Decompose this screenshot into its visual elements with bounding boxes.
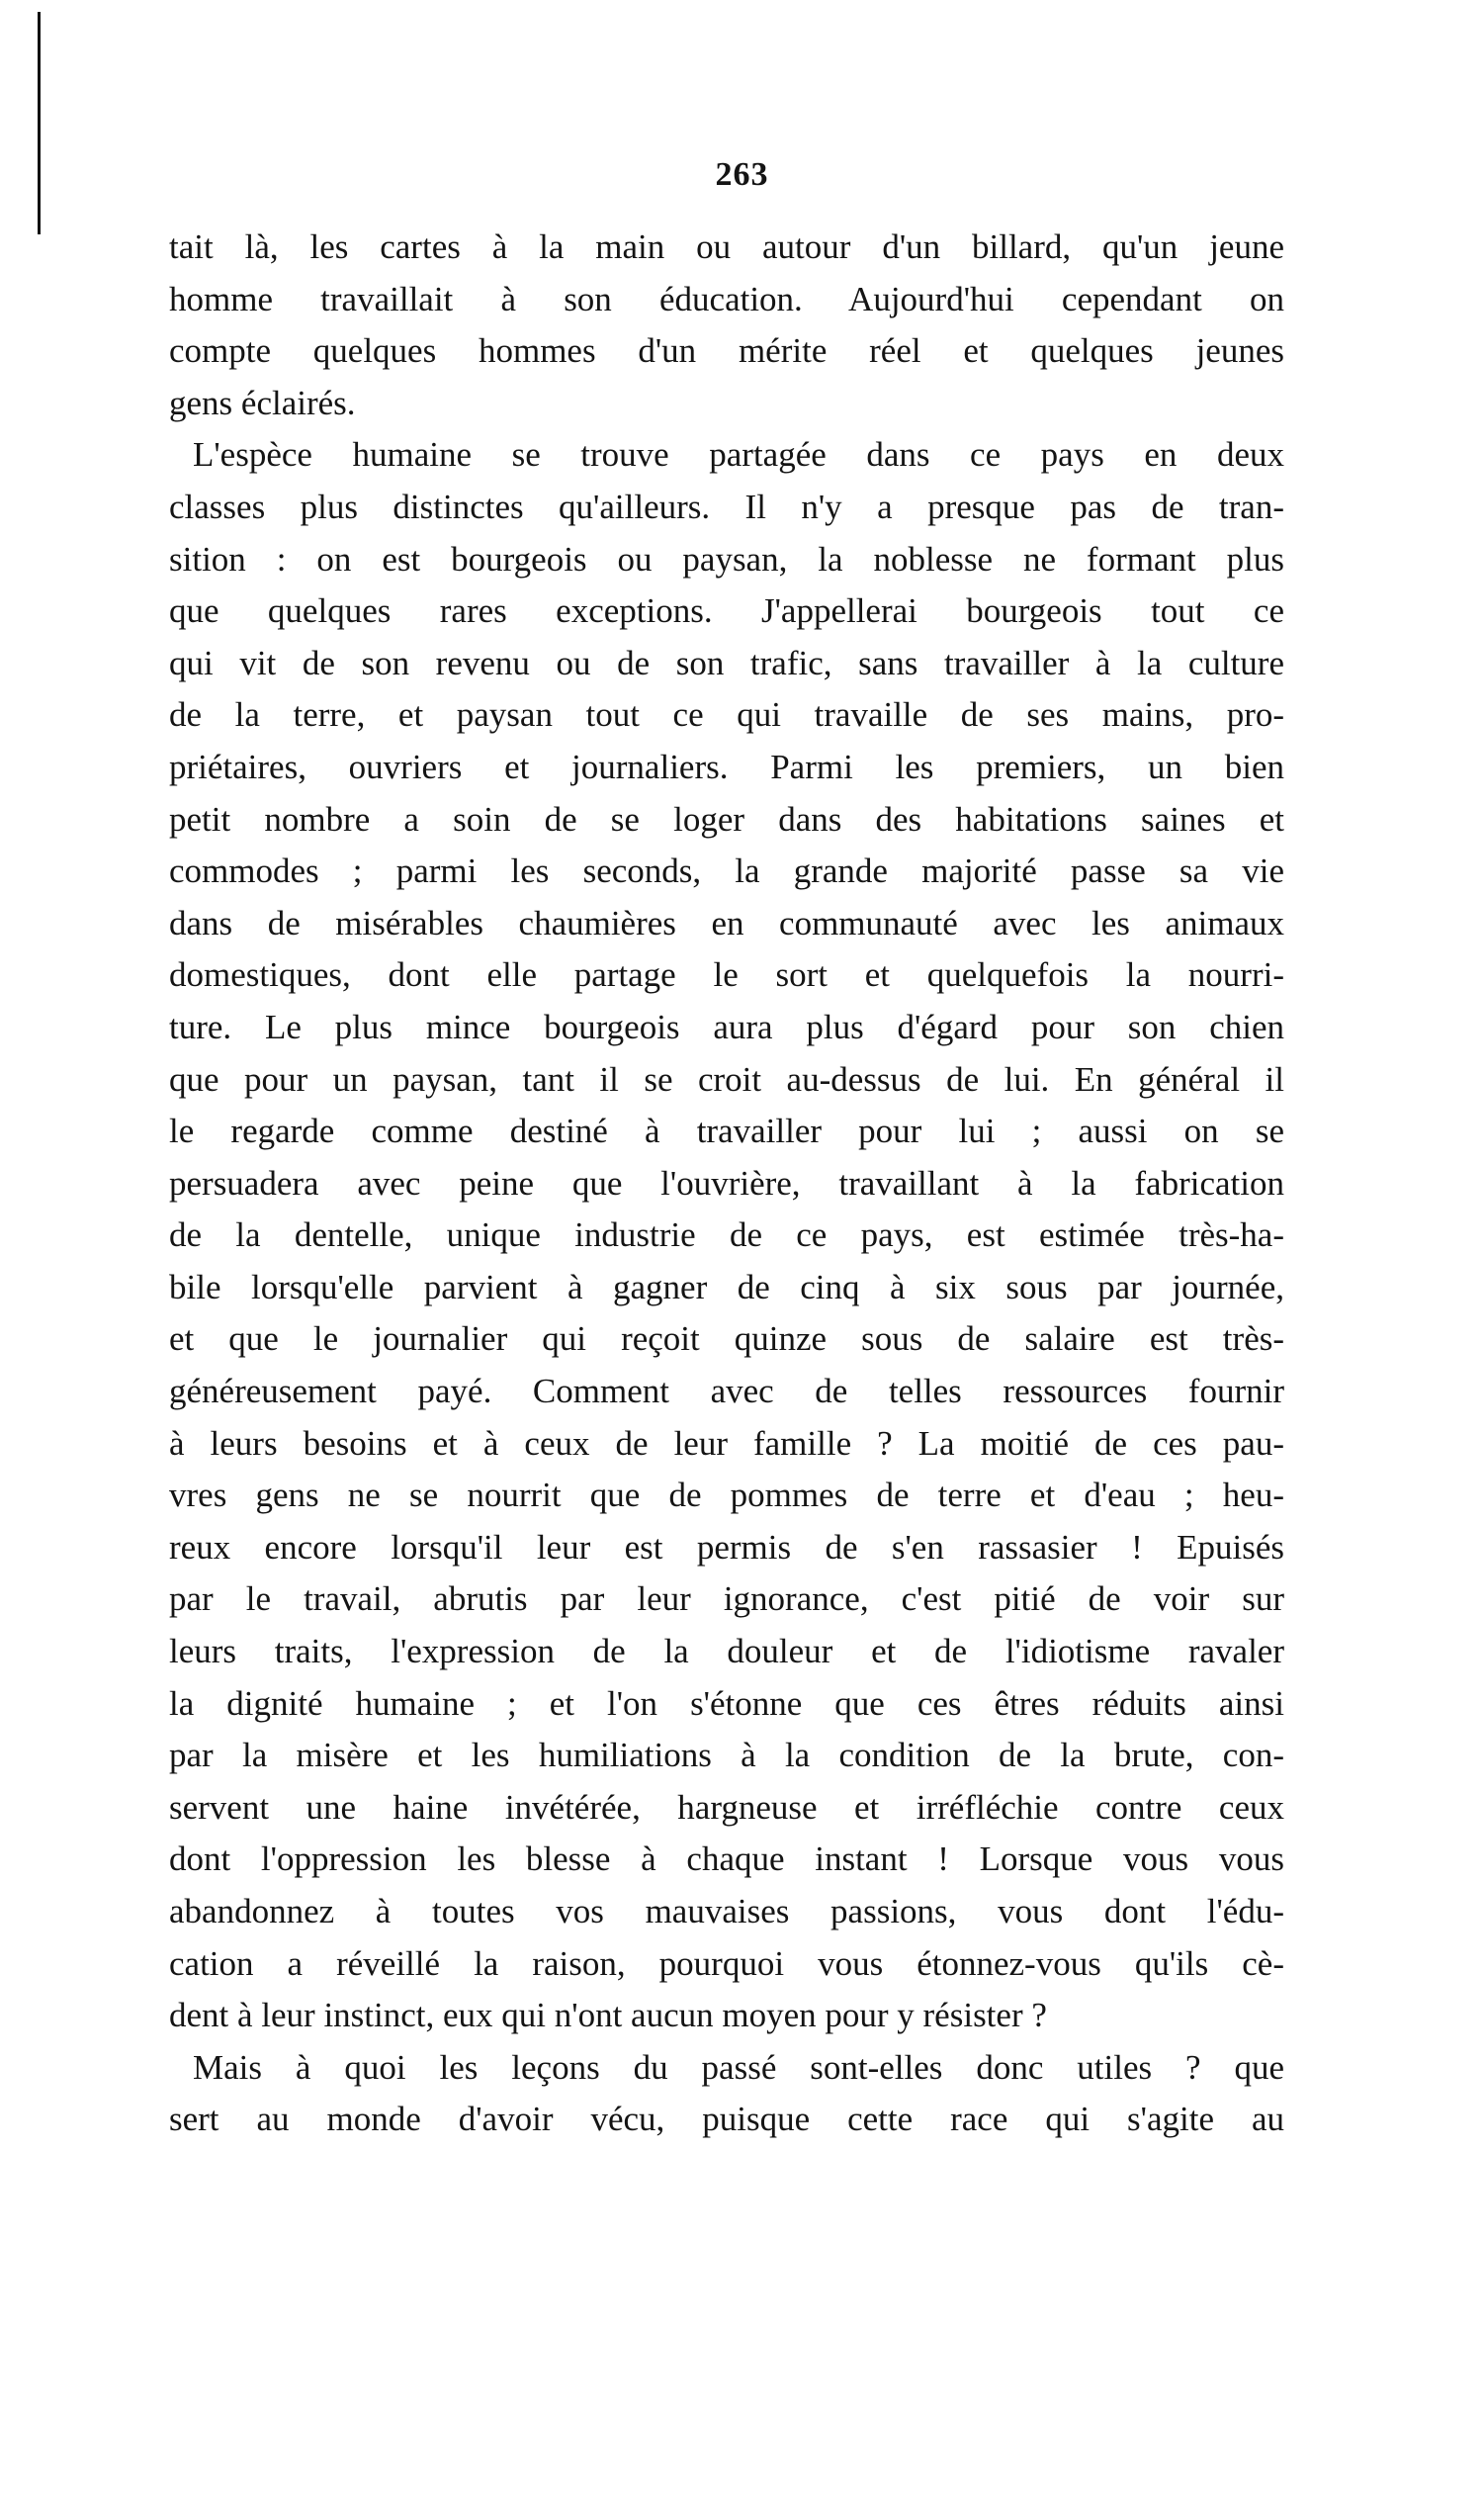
text-line: petit nombre a soin de se loger dans des habitations saines et	[169, 799, 1284, 839]
text-line: leurs traits, l'expression de la douleur et de l'idiotisme ravaler	[169, 1632, 1284, 1671]
text-line: classes plus distinctes qu'ailleurs. Il n'y a presque pas de tran-	[169, 487, 1284, 526]
text-line: homme travaillait à son éducation. Aujourd'hui cependant on	[169, 279, 1284, 318]
text-line: domestiques, dont elle partage le sort et quelquefois la nourri-	[169, 955, 1284, 995]
text-line: gens éclairés.	[169, 383, 356, 422]
text-line: dent à leur instinct, eux qui n'ont aucun moyen pour y résister ?	[169, 1996, 1047, 2035]
text-line: par le travail, abrutis par leur ignorance, c'est pitié de voir sur	[169, 1579, 1284, 1619]
text-line: que pour un paysan, tant il se croit au-dessus de lui. En général il	[169, 1059, 1284, 1099]
text-line: sert au monde d'avoir vécu, puisque cette race qui s'agite au	[169, 2100, 1284, 2139]
text-line: ture. Le plus mince bourgeois aura plus d'égard pour son chien	[169, 1007, 1284, 1046]
text-line: vres gens ne se nourrit que de pommes de terre et d'eau ; heu-	[169, 1476, 1284, 1515]
text-line: à leurs besoins et à ceux de leur famille ? La moitié de ces pau-	[169, 1423, 1284, 1463]
text-line: bile lorsqu'elle parvient à gagner de cinq à six sous par journée,	[169, 1267, 1284, 1306]
text-line: cation a réveillé la raison, pourquoi vous étonnez-vous qu'ils cè-	[169, 1943, 1284, 1983]
text-line: abandonnez à toutes vos mauvaises passions, vous dont l'édu-	[169, 1892, 1284, 1930]
text-line: généreusement payé. Comment avec de telles ressources fournir	[169, 1372, 1284, 1411]
body-text	[169, 222, 1284, 2146]
text-line: et que le journalier qui reçoit quinze sous de salaire est très-	[169, 1319, 1284, 1359]
text-line: la dignité humaine ; et l'on s'étonne que ces êtres réduits ainsi	[169, 1683, 1284, 1723]
text-line: servent une haine invétérée, hargneuse et irréfléchie contre ceux	[169, 1787, 1284, 1827]
text-line: commodes ; parmi les seconds, la grande majorité passe sa vie	[169, 852, 1284, 891]
text-line: dont l'oppression les blesse à chaque instant ! Lorsque vous vous	[169, 1839, 1284, 1879]
margin-rule	[38, 12, 41, 234]
text-line: L'espèce humaine se trouve partagée dans ce pays en deux	[193, 435, 1284, 475]
text-line: de la dentelle, unique industrie de ce pays, est estimée très-ha-	[169, 1215, 1284, 1255]
text-line: que quelques rares exceptions. J'appellerai bourgeois tout ce	[169, 591, 1284, 631]
text-line: dans de misérables chaumières en communauté avec les animaux	[169, 903, 1284, 942]
text-line: sition : on est bourgeois ou paysan, la noblesse ne formant plus	[169, 539, 1284, 579]
text-line: tait là, les cartes à la main ou autour d'un billard, qu'un jeune	[169, 227, 1284, 266]
text-line: de la terre, et paysan tout ce qui travaille de ses mains, pro-	[169, 695, 1284, 735]
text-line: le regarde comme destiné à travailler pour lui ; aussi on se	[169, 1112, 1284, 1151]
text-line: Mais à quoi les leçons du passé sont-elles donc utiles ? que	[193, 2047, 1284, 2087]
text-line: priétaires, ouvriers et journaliers. Parmi les premiers, un bien	[169, 747, 1284, 786]
text-line: persuadera avec peine que l'ouvrière, travaillant à la fabrication	[169, 1163, 1284, 1203]
text-line: reux encore lorsqu'il leur est permis de s'en rassasier ! Epuisés	[169, 1527, 1284, 1567]
text-line: qui vit de son revenu ou de son trafic, sans travailler à la culture	[169, 643, 1284, 682]
text-line: par la misère et les humiliations à la condition de la brute, con-	[169, 1736, 1284, 1775]
page-number: 263	[715, 156, 769, 193]
text-line: compte quelques hommes d'un mérite réel et quelques jeunes	[169, 331, 1284, 371]
